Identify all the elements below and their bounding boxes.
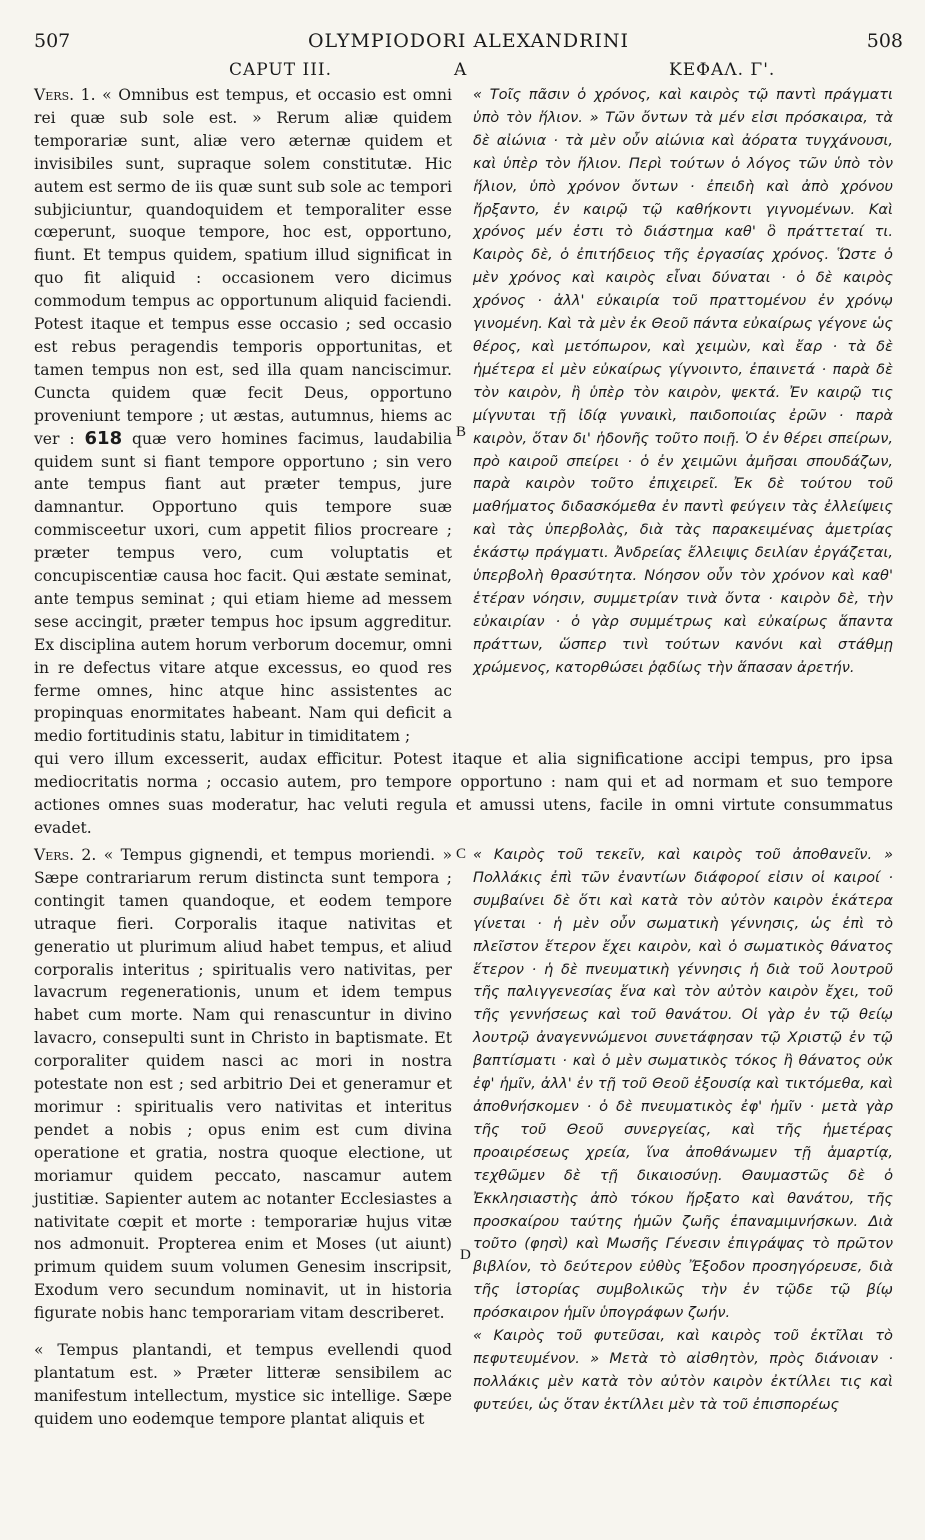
latin-column-section-1 — [34, 84, 452, 748]
latin-paragraph-1 — [34, 84, 452, 748]
full-width-continuation — [34, 748, 893, 840]
margin-marker-c: C — [456, 846, 467, 862]
inline-page-number: 618 — [84, 427, 123, 449]
chapter-headings — [34, 60, 903, 84]
latin-text-2: « Tempus gignendi, et tempus moriendi. » Sæpe contrariarum rerum distincta sunt tempora ; contingit tamen quandoque, et eodem tempore utraque fieri. Corporalis itaque nativitas et generatio ut plurimum aliud habet tempus, et aliud corporalis interitus ; spiritualis vero nativitas, per lavacrum regenerationis, unum et idem tempus habet cum morte. Nam qui renascuntur in divino lavacro, consepulti sunt in Christo in baptismate. Et corporaliter quidem nasci ac mori in nostra potestate non est ; sed arbitrio Dei et generamur et morimur : spiritualis vero nativitas et interitus pendet a nobis ; opus enim est cum divina operatione et gratia, nostra quoque electione, ut moriamur quidem peccato, nascamur autem justitiæ. Sapienter autem ac notanter Ecclesiastes a nativitate cœpit et morte : temporariæ hujus vitæ nos admonuit. Propterea enim et Moses (ut aiunt) primum quidem suum volumen Genesim inscripsit, Exodum vero secundum nominavit, ut in historia figurate nobis hanc temporariam vitam describeret. — [34, 846, 452, 1323]
greek-column-section-2 — [473, 844, 893, 1417]
latin-text-1a: « Omnibus est tempus, et occasio est omni rei quæ sub sole est. » Rerum aliæ quidem temporariæ sunt, aliæ vero æternæ quidem et invisibiles sunt, supraque solem constitutæ. Hic autem est sermo de iis quæ sunt sub sole ac tempori subjiciuntur, quandoquidem et temporaliter esse cœperunt, suoque tempore, hoc est, opportuno, fiunt. Et tempus quidem, spatium illud significat in quo fit aliquid : occasionem vero dicimus commodum tempus ac opportunum aliquid faciendi. Potest itaque et tempus esse occasio ; sed occasio est rebus peragendis temporis opportunitas, et tamen tempus non est, sed illa quam nanciscimur. Cuncta quidem quæ fecit Deus, opportuno proveniunt tempore ; ut æstas, autumnus, hiems ac ver : — [34, 86, 452, 448]
page-number-left: 507 — [34, 30, 71, 52]
running-header — [34, 30, 903, 58]
margin-marker-d: D — [460, 1247, 471, 1263]
greek-column-section-1 — [473, 84, 893, 680]
verse-label-1: Vers. 1. — [34, 86, 96, 104]
greek-paragraph-1: « Τοῖς πᾶσιν ὁ χρόνος, καὶ καιρὸς τῷ παντὶ πράγματι ὑπὸ τὸν ἥλιον. » Τῶν ὄντων τὰ μέν εἰσι πρόσκαιρα, τὰ δὲ αἰώνια · τὰ μὲν οὖν αἰώνια καὶ ἀόρατα τυγχάνουσι, καὶ ὑπὲρ τὸν ἥλιον. Περὶ τούτων ὁ λόγος τῶν ὑπὸ τὸν ἥλιον, ὑπὸ χρόνον ὄντων · ἐπειδὴ καὶ ἀπὸ χρόνου ἤρξαντο, ἐν καιρῷ τῷ καθήκοντι γιγνομένων. Καὶ χρόνος μέν ἐστι τὸ διάστημα καθ' ὃ πράττεταί τι. Καιρὸς δὲ, ὁ ἐπιτήδειος τῆς ἐργασίας χρόνος. Ὥστε ὁ μὲν χρόνος καὶ καιρὸς εἶναι δύναται · ὁ δὲ καιρὸς χρόνος · ἀλλ' εὐκαιρία τοῦ πραττομένου ἐν χρόνῳ γινομένη. Καὶ τὰ μὲν ἐκ Θεοῦ πάντα εὐκαίρως γέγονε ὡς θέρος, καὶ μετόπωρον, καὶ χειμὼν, καὶ ἔαρ · τὰ δὲ ἡμέτερα εἰ μὲν εὐκαίρως γίγνοιντο, ἐπαινετά · παρὰ δὲ τὸν καιρὸν, ἢ ὑπὲρ τὸν καιρὸν, ψεκτά. Ἐν καιρῷ τις μίγνυται τῇ ἰδίᾳ γυναικὶ, παιδοποιίας ἐρῶν · παρὰ καιρὸν, ὅταν δι' ἡδονῆς τοῦτο ποιῇ. Ὁ ἐν θέρει σπείρων, πρὸ καιροῦ σπείρει · ὁ ἐν χειμῶνι ἀμῆσαι σπουδάζων, παρὰ καιρὸν τοῦτο ἐπιχειρεῖ. Ἐκ δὲ τούτου τοῦ μαθήματος διδασκόμεθα ἐν παντὶ φεύγειν τὰς ἐλλείψεις καὶ τὰς ὑπερβολὰς, διὰ τὰς παρακειμένας ἀμετρίας ἑκάστῳ πράγματι. Ἀνδρείας ἔλλειψις δειλίαν ἐργάζεται, ὑπερβολὴ θρασύτητα. Νόησον οὖν τὸν χρόνον καὶ καθ' ἑτέραν νόησιν, συμμετρίαν τινὰ ὄντα · καιρὸν δὲ, τὴν εὐκαιρίαν · ὁ γὰρ συμμέτρως καὶ εὐκαίρως ἅπαντα πράττων, ὥσπερ τινὶ τούτων κανόνι καὶ στάθμῃ χρώμενος, κατορθώσει ῥᾳδίως τὴν ἅπασαν ἀρετήν. — [473, 86, 893, 676]
latin-text-1b: quæ vero homines facimus, laudabilia quidem sunt si fiant tempore opportuno ; sin vero ante tempus fiant aut præter tempus, jure damnantur. Opportuno quis tempore suæ commisceetur uxori, cum appetit filios procreare ; præter tempus vero, cum voluptatis et concupiscentiæ causa hoc facit. Qui æstate seminat, ante tempus seminat ; qui etiam hieme ad messem sese accingit, præter tempus hoc ipsum aggreditur. Ex disciplina autem horum verborum docemur, omni in re defectus vitare atque excessus, eo quod res ferme omnes, hinc atque hinc assistentes ac propinquas enormitates habeant. Nam qui deficit a medio fortitudinis statu, labitur in timiditatem ; — [34, 429, 452, 746]
latin-chapter-heading: CAPUT III. — [229, 60, 333, 80]
verse-label-2: Vers. 2. — [34, 846, 97, 864]
greek-paragraph-3: « Καιρὸς τοῦ φυτεῦσαι, καὶ καιρὸς τοῦ ἐκτῖλαι τὸ πεφυτευμένον. » Μετὰ τὸ αἰσθητὸν, πρὸς διάνοιαν · πολλάκις μὲν κατὰ τὸν αὐτὸν καιρὸν ἐκτίλλει τις καὶ φυτεύει, ὡς ὅταν ἐκτίλλει μὲν τὰ τοῦ ἐπισπορέως — [473, 1327, 893, 1413]
greek-paragraph-2: « Καιρὸς τοῦ τεκεῖν, καὶ καιρὸς τοῦ ἀποθανεῖν. » Πολλάκις ἐπὶ τῶν ἐναντίων διάφοροί εἰσιν οἱ καιροί · συμβαίνει δὲ ὅτι καὶ κατὰ τὸν αὐτὸν καιρὸν ἑκάτερα γίνεται · ἡ μὲν οὖν σωματικὴ γέννησις, ὡς ἐπὶ τὸ πλεῖστον ἕτερον ἔχει καιρὸν, καὶ ὁ σωματικὸς θάνατος ἕτερον · ἡ δὲ πνευματικὴ γέννησις ἡ διὰ τοῦ λουτροῦ τῆς παλιγγενεσίας ἕνα καὶ τὸν αὐτὸν καιρὸν ἔχει, τοῦ τῆς γεννήσεως καὶ τοῦ θανάτου. Οἱ γὰρ ἐν τῷ θείῳ λουτρῷ ἀναγεννώμενοι συνετάφησαν τῷ Χριστῷ ἐν τῷ βαπτίσματι · καὶ ὁ μὲν σωματικὸς τόκος ἢ θάνατος οὐκ ἐφ' ἡμῖν, ἀλλ' ἐν τῇ τοῦ Θεοῦ ἐξουσίᾳ καὶ τικτόμεθα, καὶ ἀποθνήσκομεν · ὁ δὲ πνευματικὸς ἐφ' ἡμῖν · μετὰ γὰρ τῆς τοῦ Θεοῦ συνεργείας, καὶ τῆς ἡμετέρας προαιρέσεως χρεία, ἵνα ἀποθάνωμεν τῇ ἁμαρτίᾳ, τεχθῶμεν δὲ τῇ δικαιοσύνῃ. Θαυμαστῶς δὲ ὁ Ἐκκλησιαστὴς ἀπὸ τόκου ἤρξατο καὶ θανάτου, τῆς προσκαίρου ταύτης ἡμῶν ζωῆς ἐπαναμιμνήσκων. Διὰ τοῦτο (φησὶ) καὶ Μωσῆς Γένεσιν ἐπιγράψας τὸ πρῶτον βιβλίον, τὸ δεύτερον εὐθὺς Ἔξοδον προσηγόρευσε, διὰ τῆς ἱστορίας συμβολικῶς τὴν ἐν τῷδε τῷ βίῳ πρόσκαιρον ἡμῖν ὑπογράφων ζωήν. — [473, 846, 893, 1322]
latin-paragraph-3: « Tempus plantandi, et tempus evellendi quod plantatum est. » Præter litteræ sensibilem ac manifestum intellectum, mystice sic intellige. Sæpe quidem uno eodemque tempore plantat aliquis et — [34, 1341, 452, 1428]
latin-column-section-2 — [34, 844, 452, 1431]
margin-marker-b: B — [456, 424, 467, 440]
running-title: OLYMPIODORI ALEXANDRINI — [307, 30, 630, 52]
full-width-paragraph: qui vero illum excesserit, audax efficitur. Potest itaque et alia significatione accipi tempus, pro ipsa mediocritatis norma ; occasio autem, pro tempore opportuno : nam qui et ad normam et suo tempore actiones omnes suas moderatur, hac veluti regula et amussi utens, facile in omni virtute consummatus evadet. — [34, 750, 893, 837]
greek-chapter-heading: ΚΕΦΑΛ. Γ'. — [669, 60, 776, 80]
margin-marker-a: A — [454, 60, 467, 80]
latin-paragraph-2 — [34, 844, 452, 1325]
page-number-right: 508 — [866, 30, 903, 52]
